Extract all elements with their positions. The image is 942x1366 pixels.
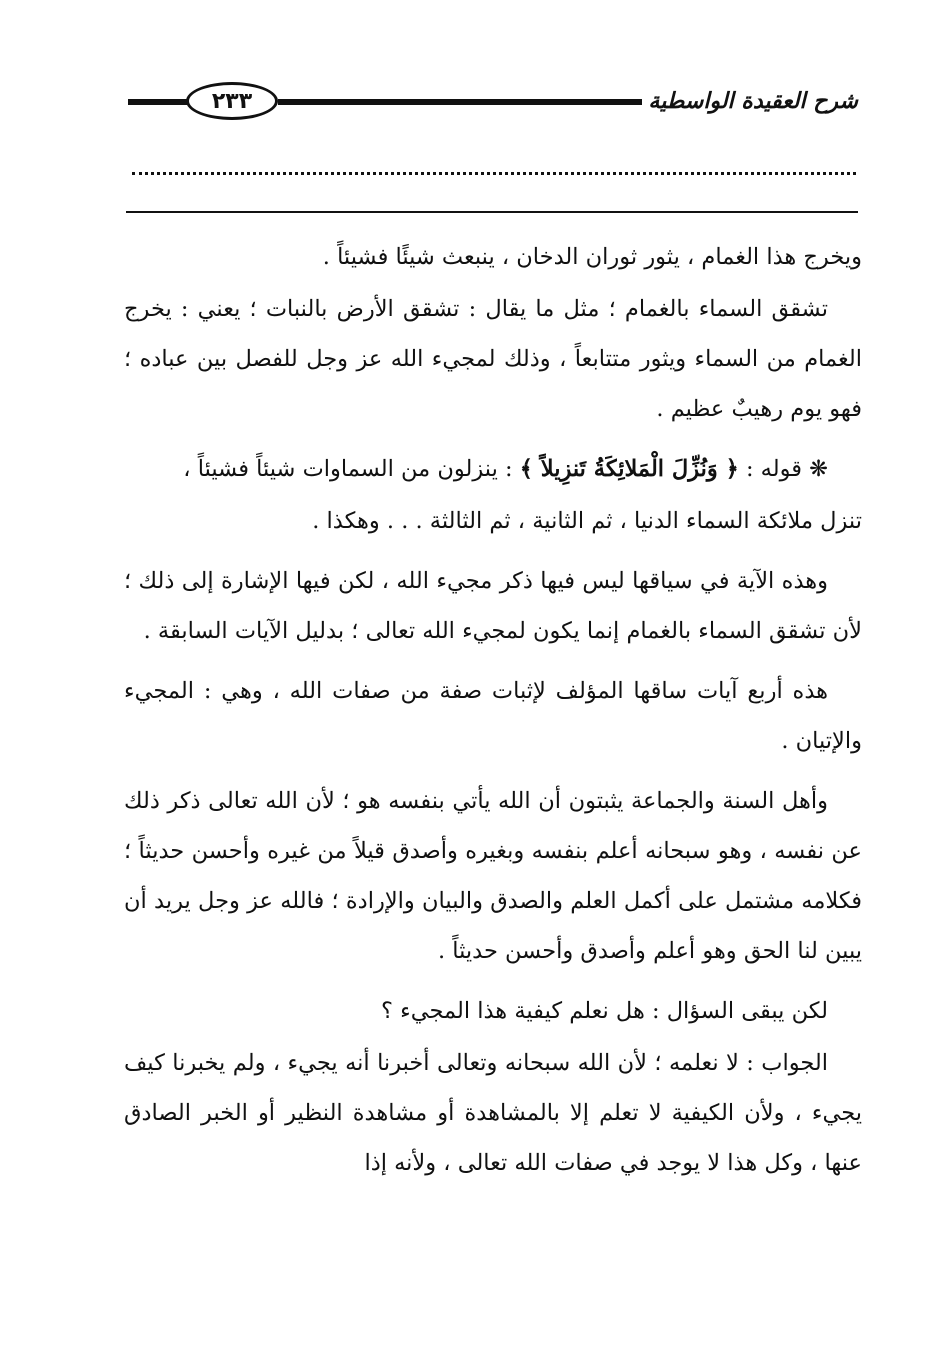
quran-verse: ﴿ وَنُزِّلَ الْمَلائِكَةُ تَنزِيلاً ﴾ bbox=[519, 456, 739, 482]
paragraph-6: وأهل السنة والجماعة يثبتون أن الله يأتي بنفسه هو ؛ لأن الله تعالى ذكر ذلك عن نفسه ، وهو سبحانه أعلم بنفسه وبغيره وأصدق قيلاً من غيره وأحسن حديثاً ؛ فكلامه مشتمل على أكمل العلم والصدق والبيان والإرادة ؛ فالله عز وجل يريد أن يبين لنا الحق وهو أعلم وأصدق وأحسن حديثاً . bbox=[124, 788, 862, 964]
paragraph-3: تنزل ملائكة السماء الدنيا ، ثم الثانية ، ثم الثالثة . . . وهكذا . bbox=[312, 508, 862, 534]
asterisk-icon: ❋ bbox=[809, 456, 828, 482]
book-title: شرح العقيدة الواسطية bbox=[642, 82, 858, 122]
body-text bbox=[124, 232, 862, 1198]
running-header bbox=[128, 80, 858, 124]
quote-suffix: : ينزلون من السماوات شيئاً فشيئاً ، bbox=[183, 456, 513, 482]
header-rule-left bbox=[128, 99, 188, 105]
paragraph-5: هذه أربع آيات ساقها المؤلف لإثبات صفة من صفات الله ، وهي : المجيء والإتيان . bbox=[124, 678, 862, 754]
paragraph-1: ويخرج هذا الغمام ، يثور ثوران الدخان ، ينبعث شيئًا فشيئاً . bbox=[322, 244, 862, 270]
paragraph-8: الجواب : لا نعلمه ؛ لأن الله سبحانه وتعالى أخبرنا أنه يجيء ، ولم يخبرنا كيف يجيء ، ولأن الكيفية لا تعلم إلا بالمشاهدة أو مشاهدة النظير أو الخبر الصادق عنها ، وكل هذا لا يوجد في صفات الله تعالى ، ولأنه إذا bbox=[124, 1050, 862, 1176]
dotted-separator bbox=[132, 172, 856, 175]
quote-prefix: قوله : bbox=[745, 456, 802, 482]
paragraph-7: لكن يبقى السؤال : هل نعلم كيفية هذا المجيء ؟ bbox=[381, 998, 828, 1024]
paragraph-2: تشقق السماء بالغمام ؛ مثل ما يقال : تشقق الأرض بالنبات ؛ يعني : يخرج الغمام من السماء ويثور متتابعاً ، وذلك لمجيء الله عز وجل للفصل بين عباده ؛ فهو يوم رهيبٌ عظيم . bbox=[124, 296, 862, 422]
header-underline bbox=[126, 211, 858, 213]
quote-paragraph bbox=[124, 444, 862, 494]
page-number: ٢٣٣ bbox=[186, 82, 278, 120]
paragraph-4: وهذه الآية في سياقها ليس فيها ذكر مجيء الله ، لكن فيها الإشارة إلى ذلك ؛ لأن تشقق السماء بالغمام إنما يكون لمجيء الله تعالى ؛ بدليل الآيات السابقة . bbox=[124, 568, 862, 644]
